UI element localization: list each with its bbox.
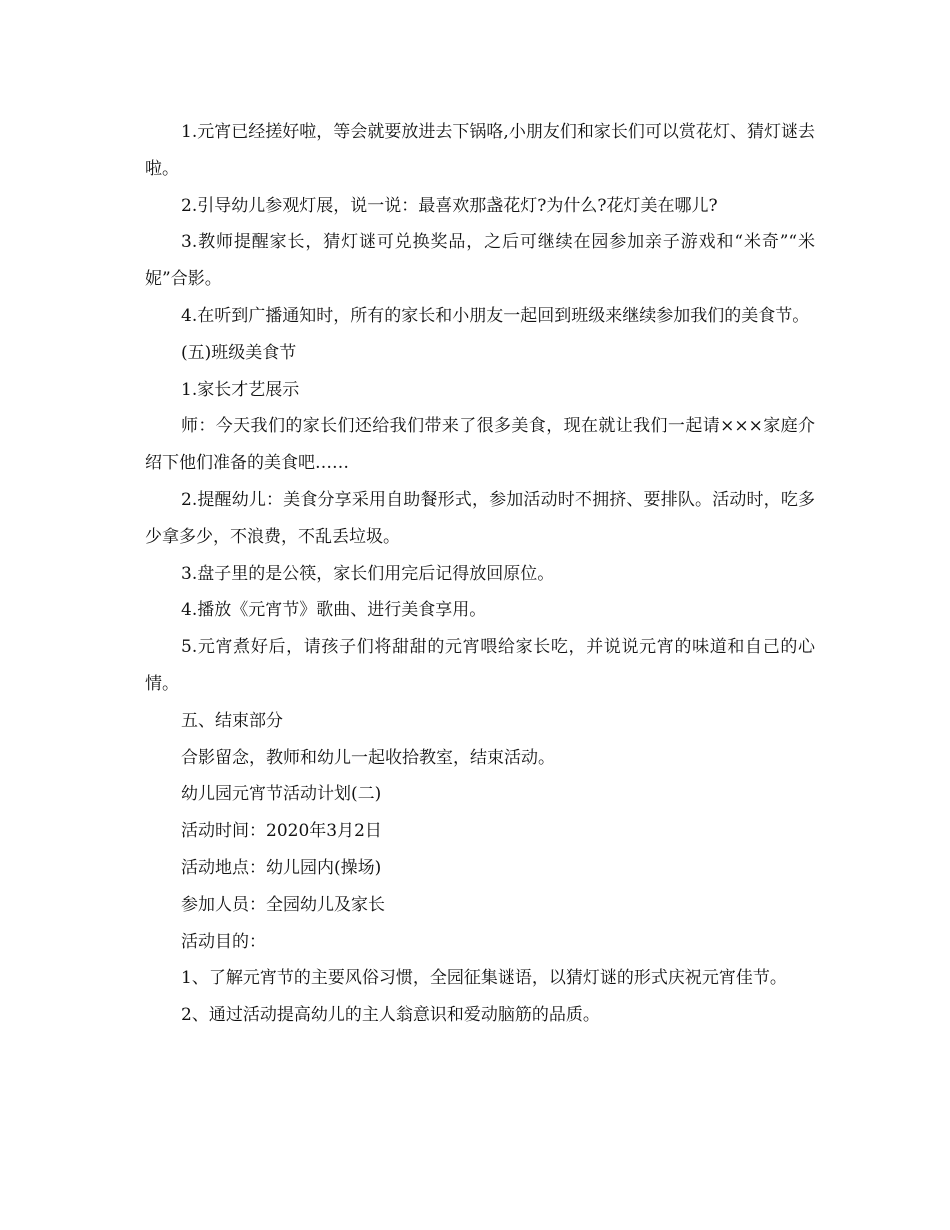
- activity-location: 活动地点：幼儿园内(操场): [181, 857, 382, 878]
- activity-participants: 参加人员：全园幼儿及家长: [181, 894, 385, 915]
- paragraph: 2.引导幼儿参观灯展，说一说：最喜欢那盏花灯?为什么?花灯美在哪儿?: [181, 195, 718, 216]
- document-subtitle: 幼儿园元宵节活动计划(二): [181, 784, 382, 805]
- paragraph: 师：今天我们的家长们还给我们带来了很多美食，现在就让我们一起请×××家庭介绍下他们准备的美食吧……: [145, 416, 815, 474]
- paragraph: 4.播放《元宵节》歌曲、进行美食享用。: [181, 600, 487, 621]
- paragraph: 1、了解元宵节的主要风俗习惯，全园征集谜语，以猜灯谜的形式庆祝元宵佳节。: [181, 968, 787, 989]
- section-heading: (五)班级美食节: [181, 342, 297, 363]
- paragraph: 1.元宵已经搓好啦，等会就要放进去下锅咯,小朋友们和家长们可以赏花灯、猜灯谜去啦。: [145, 122, 815, 179]
- paragraph: 合影留念，教师和幼儿一起收拾教室，结束活动。: [181, 747, 555, 768]
- paragraph: 3.盘子里的是公筷，家长们用完后记得放回原位。: [181, 563, 555, 584]
- paragraph: 5.元宵煮好后，请孩子们将甜甜的元宵喂给家长吃，并说说元宵的味道和自己的心情。: [145, 637, 815, 694]
- activity-time: 活动时间：2020年3月2日: [181, 821, 382, 842]
- paragraph: 4.在听到广播通知时，所有的家长和小朋友一起回到班级来继续参加我们的美食节。: [181, 305, 810, 326]
- paragraph: 2.提醒幼儿：美食分享采用自助餐形式，参加活动时不拥挤、要排队。活动时，吃多少拿多少，不浪费，不乱丢垃圾。: [145, 489, 815, 547]
- paragraph: 2、通过活动提高幼儿的主人翁意识和爱动脑筋的品质。: [181, 1005, 600, 1026]
- document-body: [145, 114, 815, 1034]
- activity-goals-heading: 活动目的：: [181, 931, 266, 952]
- paragraph: 3.教师提醒家长，猜灯谜可兑换奖品，之后可继续在园参加亲子游戏和“米奇”“米妮”合影。: [145, 232, 815, 290]
- section-heading: 五、结束部分: [181, 710, 283, 731]
- paragraph: 1.家长才艺展示: [181, 379, 300, 400]
